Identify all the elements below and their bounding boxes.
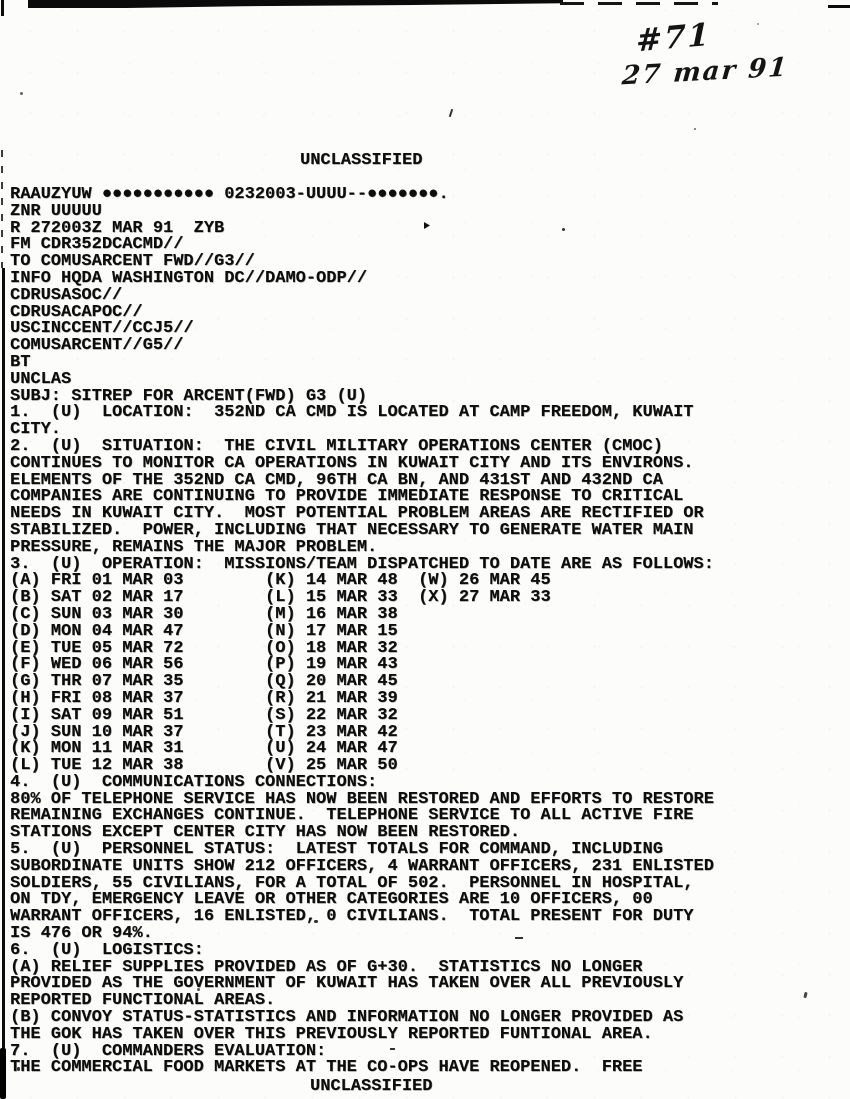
message-line: (K) MON 11 MAR 31 (U) 24 MAR 47 [10, 739, 398, 759]
scan-speck [694, 128, 696, 130]
message-line: PRESSURE, REMAINS THE MAJOR PROBLEM. [10, 537, 378, 557]
message-line: 3. (U) OPERATION: MISSIONS/TEAM DISPATCHED TO DATE ARE AS FOLLOWS: [10, 554, 714, 574]
message-line: R 272003Z MAR 91 ZYB [10, 218, 225, 238]
message-line: 2. (U) SITUATION: THE CIVIL MILITARY OPERATIONS CENTER (CMOC) [10, 436, 663, 456]
scan-artifact-left-edge-top [1, 0, 4, 16]
message-line: (A) FRI 01 MAR 03 (K) 14 MAR 48 (W) 26 MAR 45 [10, 571, 551, 591]
message-line: ELEMENTS OF THE 352ND CA CMD, 96TH CA BN, AND 431ST AND 432ND CA [10, 470, 663, 490]
message-line: 6. (U) LOGISTICS: [10, 940, 204, 960]
scan-artifact-left-edge-dots [1, 150, 3, 268]
message-line: STATIONS EXCEPT CENTER CITY HAS NOW BEEN RESTORED. [10, 823, 521, 843]
message-line: COMPANIES ARE CONTINUING TO PROVIDE IMMEDIATE RESPONSE TO CRITICAL [10, 487, 684, 507]
message-line: 80% OF TELEPHONE SERVICE HAS NOW BEEN RESTORED AND EFFORTS TO RESTORE [10, 789, 714, 809]
handwritten-document-number: #71 [635, 16, 712, 60]
message-body [10, 187, 714, 1077]
message-line: WARRANT OFFICERS, 16 ENLISTED, 0 CIVILIANS. TOTAL PRESENT FOR DUTY [10, 907, 694, 927]
message-line: 5. (U) PERSONNEL STATUS: LATEST TOTALS FOR COMMAND, INCLUDING [10, 840, 663, 860]
message-line: THE COMMERCIAL FOOD MARKETS AT THE CO-OPS HAVE REOPENED. FREE [10, 1058, 643, 1078]
message-line: (B) CONVOY STATUS-STATISTICS AND INFORMATION NO LONGER PROVIDED AS [10, 1008, 684, 1028]
scan-artifact-left-edge-line [2, 268, 5, 1099]
message-line: (E) TUE 05 MAR 72 (O) 18 MAR 32 [10, 638, 398, 658]
message-line: ZNR UUUUU [10, 201, 102, 221]
message-line: ON TDY, EMERGENCY LEAVE OR OTHER CATEGORIES ARE 10 OFFICERS, 00 [10, 890, 653, 910]
classification-banner-top: UNCLASSIFIED [300, 151, 423, 170]
message-line: (H) FRI 08 MAR 37 (R) 21 MAR 39 [10, 688, 398, 708]
message-line: UNCLAS [10, 369, 72, 389]
scan-artifact-top-edge-dashes [560, 2, 718, 5]
message-line: SUBJ: SITREP FOR ARCENT(FWD) G3 (U) [10, 386, 368, 406]
message-line: CDRUSACAPOC// [10, 302, 143, 322]
message-line: (A) RELIEF SUPPLIES PROVIDED AS OF G+30. STATISTICS NO LONGER [10, 957, 643, 977]
message-line: (C) SUN 03 MAR 30 (M) 16 MAR 38 [10, 604, 398, 624]
message-line: (B) SAT 02 MAR 17 (L) 15 MAR 33 (X) 27 MAR 33 [10, 588, 551, 608]
message-line: 7. (U) COMMANDERS EVALUATION: [10, 1041, 327, 1061]
message-line: COMUSARCENT//G5// [10, 336, 184, 356]
message-line: 1. (U) LOCATION: 352ND CA CMD IS LOCATED AT CAMP FREEDOM, KUWAIT [10, 403, 694, 423]
message-line: SOLDIERS, 55 CIVILIANS, FOR A TOTAL OF 502. PERSONNEL IN HOSPITAL, [10, 873, 694, 893]
message-line: NEEDS IN KUWAIT CITY. MOST POTENTIAL PROBLEM AREAS ARE RECTIFIED OR [10, 504, 704, 524]
message-line: THE GOK HAS TAKEN OVER THIS PREVIOUSLY REPORTED FUNTIONAL AREA. [10, 1024, 653, 1044]
message-line: CDRUSASOC// [10, 285, 123, 305]
message-line: 4. (U) COMMUNICATIONS CONNECTIONS: [10, 772, 378, 792]
message-line: (I) SAT 09 MAR 51 (S) 22 MAR 32 [10, 705, 398, 725]
message-line: CITY. [10, 420, 62, 440]
scan-artifact-top-edge [28, 0, 563, 8]
scan-speck [20, 92, 23, 95]
message-line: REMAINING EXCHANGES CONTINUE. TELEPHONE SERVICE TO ALL ACTIVE FIRE [10, 806, 694, 826]
message-line: BT [10, 352, 31, 372]
scan-artifact-left-bottom-blob [0, 1048, 6, 1099]
handwritten-date: 27 mar 91 [620, 52, 790, 92]
message-line: (G) THR 07 MAR 35 (Q) 20 MAR 45 [10, 672, 398, 692]
message-line: CONTINUES TO MONITOR CA OPERATIONS IN KUWAIT CITY AND ITS ENVIRONS. [10, 453, 694, 473]
message-line: (J) SUN 10 MAR 37 (T) 23 MAR 42 [10, 722, 398, 742]
message-line: INFO HQDA WASHINGTON DC//DAMO-ODP// [10, 268, 368, 288]
scan-speck [449, 109, 453, 117]
classification-banner-bottom: UNCLASSIFIED [310, 1077, 433, 1096]
scan-artifact-top-right-dash [828, 5, 850, 8]
message-line: FM CDR352DCACMD// [10, 235, 184, 255]
message-line: SUBORDINATE UNITS SHOW 212 OFFICERS, 4 WARRANT OFFICERS, 231 ENLISTED [10, 856, 714, 876]
message-line: STABILIZED. POWER, INCLUDING THAT NECESSARY TO GENERATE WATER MAIN [10, 520, 694, 540]
message-line: IS 476 OR 94%. [10, 924, 153, 944]
scan-speck [757, 23, 759, 25]
scan-speck [803, 992, 807, 999]
message-line: REPORTED FUNCTIONAL AREAS. [10, 991, 276, 1011]
message-line: RAAUZYUW ●●●●●●●●●●● 0232003-UUUU--●●●●●●●. [10, 185, 449, 204]
message-line: PROVIDED AS THE GOVERNMENT OF KUWAIT HAS TAKEN OVER ALL PREVIOUSLY [10, 974, 684, 994]
message-line: USCINCCENT//CCJ5// [10, 319, 194, 339]
message-line: (D) MON 04 MAR 47 (N) 17 MAR 15 [10, 621, 398, 641]
message-line: (F) WED 06 MAR 56 (P) 19 MAR 43 [10, 655, 398, 675]
message-line: (L) TUE 12 MAR 38 (V) 25 MAR 50 [10, 756, 398, 776]
message-line: TO COMUSARCENT FWD//G3// [10, 252, 255, 272]
